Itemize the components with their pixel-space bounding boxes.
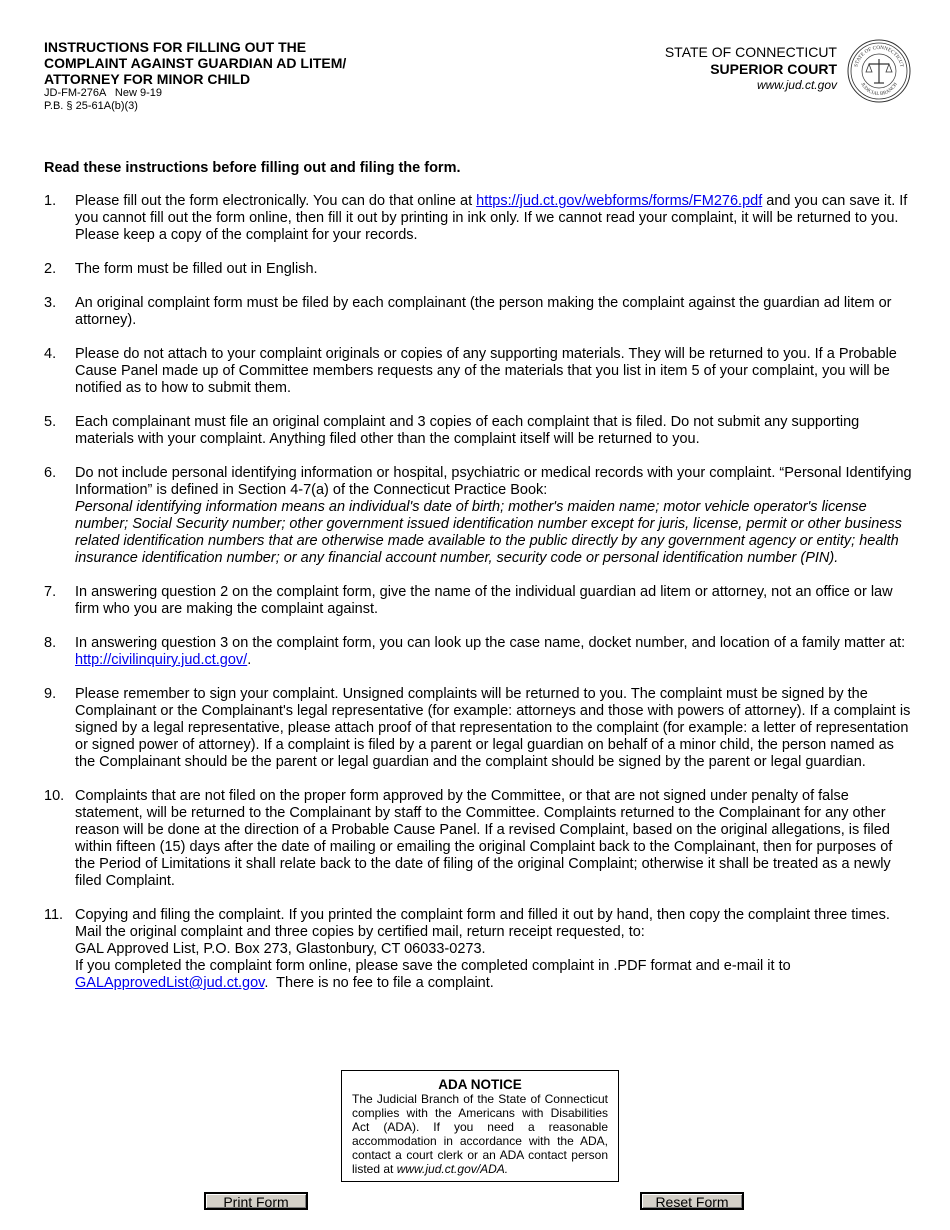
print-form-button[interactable]: Print Form xyxy=(204,1192,308,1210)
form-header xyxy=(44,39,346,113)
state-seal-icon xyxy=(847,39,911,103)
item-text: The form must be filled out in English. xyxy=(75,261,318,277)
item-number: 2. xyxy=(44,261,57,277)
form-title-line-2: COMPLAINT AGAINST GUARDIAN AD LITEM/ xyxy=(44,55,347,71)
court-name: SUPERIOR COURT xyxy=(710,61,837,77)
instruction-item-4 xyxy=(44,346,912,397)
court-website: www.jud.ct.gov xyxy=(756,78,837,92)
item-text: In answering question 3 on the complaint form, you can look up the case name, docket number, and location of a family matter at: xyxy=(75,635,906,651)
ada-notice-website: www.jud.ct.gov/ADA. xyxy=(396,1162,509,1176)
item-text: Each complainant must file an original complaint and 3 copies of each complaint that is filed. Do not submit any supporting materials with your complaint. Anything filed other than the complaint itself will be returned to you. xyxy=(75,414,860,447)
item-text: Please remember to sign your complaint. Unsigned complaints will be returned to you. The complaint must be signed by the Complainant or the Complainant's legal representative (for example: attorneys and those with powers of attorney). If a complaint is signed by a legal representative, please attach proof of that representation to the complaint (for example: a letter of representation or signed power of attorney). If a complaint is filed by a parent or legal guardian on behalf of a minor child, the person named as the Complainant should be the parent or legal guardian and the complaint should be signed by the parent or legal guardian. xyxy=(75,686,911,770)
item-number: 1. xyxy=(44,193,57,209)
instruction-list xyxy=(44,193,912,1009)
instruction-item-1 xyxy=(44,193,912,244)
item-text: In answering question 2 on the complaint form, give the name of the individual guardian ad litem or attorney, not an office or law firm who you are making the complaint against. xyxy=(75,584,893,617)
item-text: Complaints that are not filed on the proper form approved by the Committee, or that are not signed under penalty of false statement, will be returned to the Complainant by staff to the Committee. Complaints returned to the Complainant for any other reason will be done at the direction of a Probable Cause Panel. If a revised Complaint, based on the original allegations, is filed within fifteen (15) days after the date of mailing or emailing the original Complaint back to the Complainant, then for purposes of the Period of Limitations it shall relate back to the date of filing of the original Complaint; otherwise it shall be treated as a newly filed Complaint. xyxy=(75,788,893,889)
instruction-item-11 xyxy=(44,907,912,992)
item-number: 9. xyxy=(44,686,57,702)
item-text: An original complaint form must be filed by each complainant (the person making the complaint against the guardian ad litem or attorney). xyxy=(75,295,892,328)
ada-notice-title: ADA NOTICE xyxy=(438,1077,522,1092)
email-instruction: If you completed the complaint form online, please save the completed complaint in .PDF format and e-mail it to xyxy=(75,958,791,974)
instruction-item-6 xyxy=(44,465,912,567)
item-number: 6. xyxy=(44,465,57,481)
item-text-continued: . There is no fee to file a complaint. xyxy=(264,975,494,991)
seal-top-text: STATE OF CONNECTICUT xyxy=(853,44,905,68)
pii-definition: Personal identifying information means an individual's date of birth; mother's maiden name; motor vehicle operator's license number; Social Security number; other government issued identification number except for juris, license, permit or other business related identification numbers that are otherwise made available to the public directly by any government agency or entity; health insurance identification number; or any financial account number, security code or personal identification number (PIN). xyxy=(75,499,902,566)
rule-reference: P.B. § 25-61A(b)(3) xyxy=(44,100,138,112)
instruction-item-8 xyxy=(44,635,912,669)
email-link[interactable]: GALApprovedList@jud.ct.gov xyxy=(75,975,265,991)
item-number: 8. xyxy=(44,635,57,651)
item-text: Copying and filing the complaint. If you printed the complaint form and filled it out by hand, then copy the complaint three times. Mail the original complaint and three copies by certified mail, return receipt requested, to: xyxy=(75,907,890,940)
item-number: 3. xyxy=(44,295,57,311)
form-title-line-1: INSTRUCTIONS FOR FILLING OUT THE xyxy=(44,39,307,55)
item-number: 11. xyxy=(44,907,64,923)
item-number: 7. xyxy=(44,584,57,600)
instruction-item-2 xyxy=(44,261,912,278)
item-text-continued: and you can save it. If you cannot fill out the form online, then fill it out by printing in ink only. If we cannot read your complaint, it will be returned to you. Please keep a copy of the complaint for your records. xyxy=(75,193,908,243)
civil-inquiry-link[interactable]: http://civilinquiry.jud.ct.gov/ xyxy=(75,652,248,668)
item-text-continued: . xyxy=(247,652,252,668)
form-number: JD-FM-276A New 9-19 xyxy=(44,87,162,99)
ada-notice-box xyxy=(341,1070,619,1182)
mailing-address: GAL Approved List, P.O. Box 273, Glastonbury, CT 06033-0273. xyxy=(75,941,486,957)
instruction-item-5 xyxy=(44,414,912,448)
item-number: 5. xyxy=(44,414,57,430)
form-title-line-3: ATTORNEY FOR MINOR CHILD xyxy=(44,71,251,87)
reset-form-button[interactable]: Reset Form xyxy=(640,1192,744,1210)
item-number: 4. xyxy=(44,346,57,362)
instruction-item-10 xyxy=(44,788,912,890)
form-pdf-link[interactable]: https://jud.ct.gov/webforms/forms/FM276.pdf xyxy=(476,193,763,209)
court-header xyxy=(665,44,837,93)
state-name: STATE OF CONNECTICUT xyxy=(664,44,837,60)
intro-instruction: Read these instructions before filling out and filing the form. xyxy=(44,160,461,176)
ada-notice-text: The Judicial Branch of the State of Connecticut complies with the Americans with Disabilities Act (ADA). If you need a reasonable accommodation in accordance with the ADA, contact a court clerk or an ADA contact person listed at xyxy=(352,1092,608,1176)
item-text: Please do not attach to your complaint originals or copies of any supporting materials. They will be returned to you. If a Probable Cause Panel made up of Committee members requests any of the materials that you list in item 5 of your complaint, you will be notified as to how to submit them. xyxy=(75,346,897,396)
seal-bottom-text: JUDICIAL BRANCH xyxy=(859,82,899,98)
item-text: Do not include personal identifying information or hospital, psychiatric or medical records with your complaint. “Personal Identifying Information” is defined in Section 4-7(a) of the Connecticut Practice Book: xyxy=(75,465,912,498)
instruction-item-3 xyxy=(44,295,912,329)
item-text: Please fill out the form electronically. You can do that online at xyxy=(75,193,477,209)
instruction-item-7 xyxy=(44,584,912,618)
instruction-item-9 xyxy=(44,686,912,771)
item-number: 10. xyxy=(44,788,65,804)
